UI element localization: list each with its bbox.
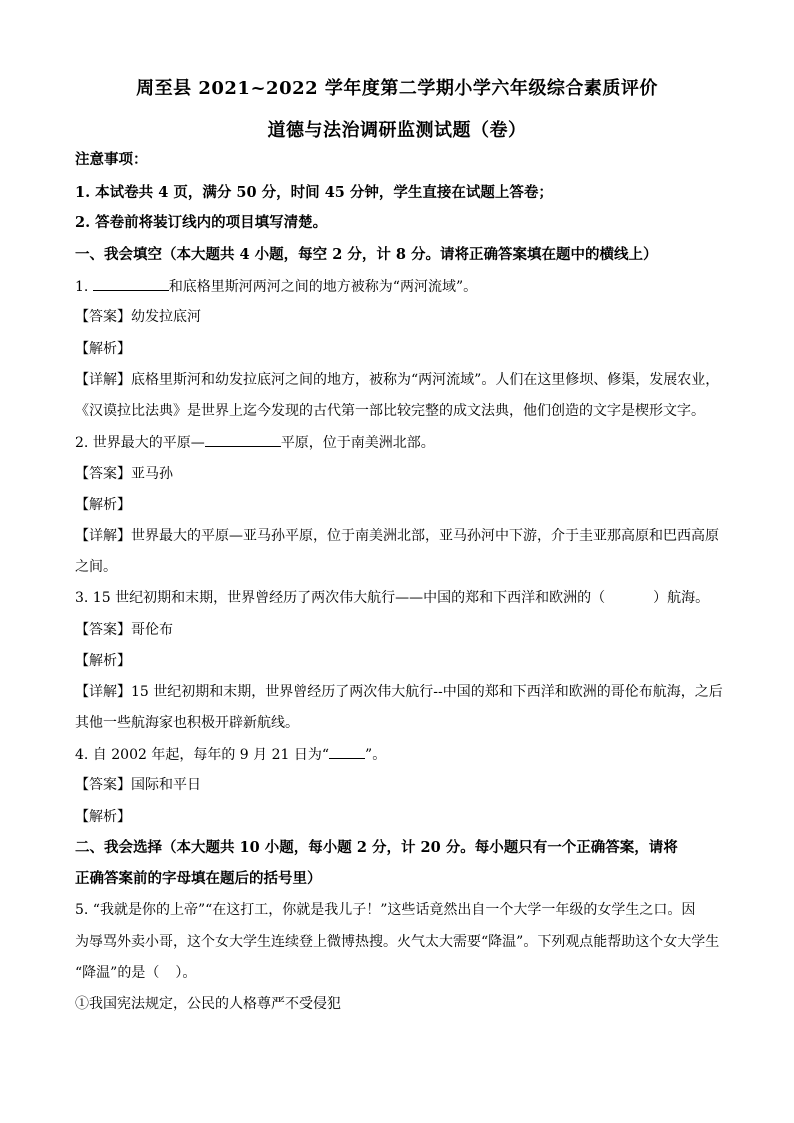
question-5-line-2: 为辱骂外卖小哥，这个女大学生连续登上微博热搜。火气太大需要“降温”。下列观点能帮助这个女大学生 xyxy=(75,934,720,950)
question-text: 3. 15 世纪初期和末期，世界曾经历了两次伟大航行——中国的郑和下西洋和欧洲的（ xyxy=(75,590,606,606)
answer-3: 【答案】哥伦布 xyxy=(75,622,173,638)
answer-2: 【答案】亚马孙 xyxy=(75,466,173,482)
analysis-2: 【解析】 xyxy=(75,497,131,513)
exam-subtitle: 道德与法治调研监测试题（卷） xyxy=(267,120,527,141)
notes-item-1: 1. 本试卷共 4 页，满分 50 分，时间 45 分钟，学生直接在试题上答卷； xyxy=(75,184,553,201)
question-text: 平原，位于南美洲北部。 xyxy=(280,435,435,451)
question-3 xyxy=(75,588,725,608)
question-text: ）航海。 xyxy=(653,590,710,606)
question-text: ”。 xyxy=(365,747,387,763)
detail-3-line-1: 【详解】15 世纪初期和末期，世界曾经历了两次伟大航行--中国的郑和下西洋和欧洲的哥伦布航海，之后 xyxy=(75,684,723,700)
question-text: 4. 自 2002 年起，每年的 9 月 21 日为“ xyxy=(75,747,330,763)
question-5-option-1: ①我国宪法规定，公民的人格尊严不受侵犯 xyxy=(75,996,341,1012)
detail-1-line-1: 【详解】底格里斯河和幼发拉底河之间的地方，被称为“两河流域”。人们在这里修坝、修渠，发展农业， xyxy=(75,372,720,388)
question-number: 1. xyxy=(75,279,89,295)
answer-blank xyxy=(205,432,281,447)
exam-title: 周至县 2021~2022 学年度第二学期小学六年级综合素质评价 xyxy=(136,78,658,99)
analysis-4: 【解析】 xyxy=(75,809,131,825)
section1-heading: 一、我会填空（本大题共 4 小题，每空 2 分，计 8 分。请将正确答案填在题中的横线上） xyxy=(75,246,658,263)
answer-4: 【答案】国际和平日 xyxy=(75,777,201,793)
answer-blank xyxy=(329,744,365,759)
question-5-line-1: 5. “我就是你的上帝”“在这打工，你就是我儿子！”这些话竟然出自一个大学一年级的女学生之口。因 xyxy=(75,902,696,918)
question-4 xyxy=(75,744,725,765)
detail-3-line-2: 其他一些航海家也积极开辟新航线。 xyxy=(75,715,299,731)
notes-heading: 注意事项： xyxy=(75,151,148,168)
detail-1-line-2: 《汉谟拉比法典》是世界上迄今发现的古代第一部比较完整的成文法典，他们创造的文字是楔形文字。 xyxy=(75,403,705,419)
question-text: 2. 世界最大的平原— xyxy=(75,435,205,451)
notes-item-2: 2. 答卷前将装订线内的项目填写清楚。 xyxy=(75,214,328,231)
question-text: ）。 xyxy=(175,965,197,981)
question-1 xyxy=(75,276,725,297)
question-text: “降温”的是（ xyxy=(75,965,160,981)
section2-heading-line-2: 正确答案前的字母填在题后的括号里） xyxy=(75,870,322,887)
detail-2-line-2: 之间。 xyxy=(75,559,117,575)
detail-2-line-1: 【详解】世界最大的平原—亚马孙平原，位于南美洲北部，亚马孙河中下游，介于圭亚那高原和巴西高原 xyxy=(75,528,719,544)
section2-heading-line-1: 二、我会选择（本大题共 10 小题，每小题 2 分，计 20 分。每小题只有一个正确答案，请将 xyxy=(75,839,678,856)
question-2 xyxy=(75,432,725,453)
question-5-line-3 xyxy=(75,963,725,983)
question-text: 和底格里斯河两河之间的地方被称为“两河流域”。 xyxy=(168,279,478,295)
analysis-3: 【解析】 xyxy=(75,653,131,669)
answer-1: 【答案】幼发拉底河 xyxy=(75,309,201,325)
answer-blank xyxy=(93,276,169,291)
analysis-1: 【解析】 xyxy=(75,341,131,357)
